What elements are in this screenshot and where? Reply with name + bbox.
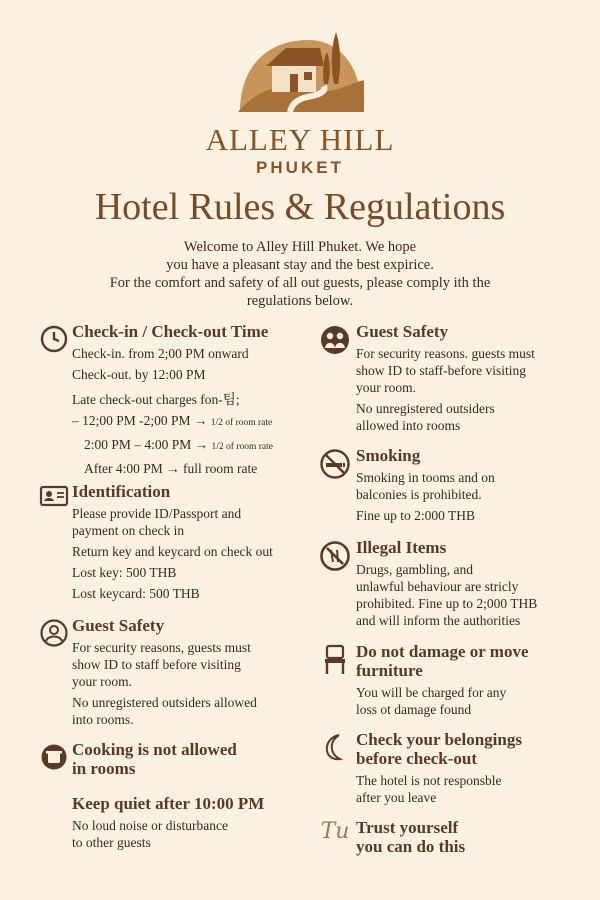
section-title: furniture — [356, 661, 423, 680]
section-cooking — [36, 740, 316, 792]
brand-location: PHUKET — [256, 158, 344, 177]
rate-time: – 12;00 PM -2;00 PM → — [72, 413, 208, 428]
signature-text: Tu — [320, 819, 350, 844]
no-cooking-icon — [36, 740, 72, 772]
id-line: Lost keycard: 500 THB — [72, 586, 200, 601]
section-title: Identification — [72, 482, 171, 501]
logo — [0, 24, 600, 178]
hill-house-logo-icon — [230, 24, 370, 116]
section-quiet — [36, 794, 316, 851]
section-smoking — [314, 446, 576, 538]
section-title: Check-in / Check-out Time — [72, 322, 269, 341]
rate-note: 1/2 of room rate — [211, 442, 273, 452]
section-title: Guest Safety — [72, 616, 165, 635]
section-title: Keep quiet after 10:00 PM — [72, 794, 265, 813]
quiet-line: to other guests — [72, 835, 151, 850]
quiet-line: No loud noise or disturbance — [72, 818, 228, 833]
rate-time: 2:00 PM – 4:00 PM → — [84, 437, 209, 452]
section-furniture — [314, 642, 576, 730]
section-title: in rooms — [72, 759, 136, 778]
page-title: Hotel Rules & Regulations — [94, 186, 506, 228]
rate-note: 1/2 of room rate — [210, 418, 273, 428]
intro-line: you have a pleasant stay and the best expirice. — [166, 257, 434, 273]
intro-line: Welcome to Alley Hill Phuket. We hope — [183, 239, 417, 255]
section-title: before check-out — [356, 749, 478, 768]
safety-line: show ID to staff-before visiting — [356, 363, 526, 378]
section-title: Do not damage or move — [356, 642, 529, 661]
section-checkin — [36, 322, 316, 482]
section-trust — [314, 818, 576, 860]
user-icon — [36, 616, 72, 648]
chair-icon — [314, 642, 356, 676]
right-column — [314, 322, 576, 860]
intro-line: For the comfort and safety of all out guests, please comply ith the — [109, 275, 491, 291]
smoking-line: Smoking in tooms and on — [356, 470, 495, 485]
smoking-line: Fine up to 2:000 THB — [356, 508, 476, 523]
moon-icon — [314, 730, 356, 762]
illegal-line: Drugs, gambling, and — [356, 562, 473, 577]
safety-line: show ID to staff before visiting — [72, 657, 241, 672]
section-identification — [36, 482, 316, 616]
late-rate-2 — [72, 436, 316, 456]
section-illegal — [314, 538, 576, 642]
safety-line: For security reasons, guests must — [72, 640, 251, 655]
section-belongings — [314, 730, 576, 818]
checkin-time: Check-in. from 2;00 PM onward — [72, 346, 249, 361]
brand-name: ALLEY HILL — [205, 122, 395, 157]
left-column — [36, 322, 316, 851]
group-icon — [314, 322, 356, 356]
trust-line: Trust yourself — [356, 818, 459, 837]
smoking-line: balconies is prohibited. — [356, 487, 482, 502]
section-title: Smoking — [356, 446, 421, 465]
late-checkout-label: Late check-out charges fon-팀; — [72, 392, 240, 407]
safety-line: No unregistered outsiders — [356, 401, 495, 416]
illegal-line: unlawful behaviour are stricly — [356, 579, 519, 594]
intro-text — [40, 238, 560, 310]
safety-line: For security reasons. guests must — [356, 346, 535, 361]
section-title: Guest Safety — [356, 322, 449, 341]
signature-mark — [314, 818, 356, 844]
belongings-line: after you leave — [356, 790, 437, 805]
safety-line: your room. — [72, 674, 132, 689]
intro-line: regulations below. — [246, 293, 354, 309]
section-guest-safety-right — [314, 322, 576, 446]
clock-icon — [36, 322, 72, 354]
trust-line: you can do this — [356, 837, 466, 856]
id-line: Return key and keycard on check out — [72, 544, 273, 559]
checkout-time: Check-out. by 12:00 PM — [72, 367, 206, 382]
illegal-line: prohibited. Fine up to 2;000 THB — [356, 596, 538, 611]
late-rate-3: After 4:00 PM → full room rate — [84, 461, 258, 476]
section-title: Illegal Items — [356, 538, 447, 557]
no-smoking-icon — [314, 446, 356, 480]
id-line: Please provide ID/Passport and — [72, 506, 242, 521]
id-line: Lost key: 500 THB — [72, 565, 177, 580]
section-title: Check your belongings — [356, 730, 522, 749]
id-line: payment on check in — [72, 523, 185, 538]
belongings-line: The hotel is not responsble — [356, 773, 502, 788]
id-card-icon — [36, 482, 72, 508]
section-guest-safety-left — [36, 616, 316, 740]
furniture-line: You will be charged for any — [356, 685, 507, 700]
section-title: Cooking is not allowed — [72, 740, 237, 759]
safety-line: allowed into rooms — [356, 418, 461, 433]
safety-line: your room. — [356, 380, 416, 395]
safety-line: into rooms. — [72, 712, 134, 727]
furniture-line: loss ot damage found — [356, 702, 472, 717]
illegal-line: and will inform the authorities — [356, 613, 521, 628]
prohibited-icon — [314, 538, 356, 572]
safety-line: No unregistered outsiders allowed — [72, 695, 257, 710]
late-rate-1 — [72, 412, 316, 432]
